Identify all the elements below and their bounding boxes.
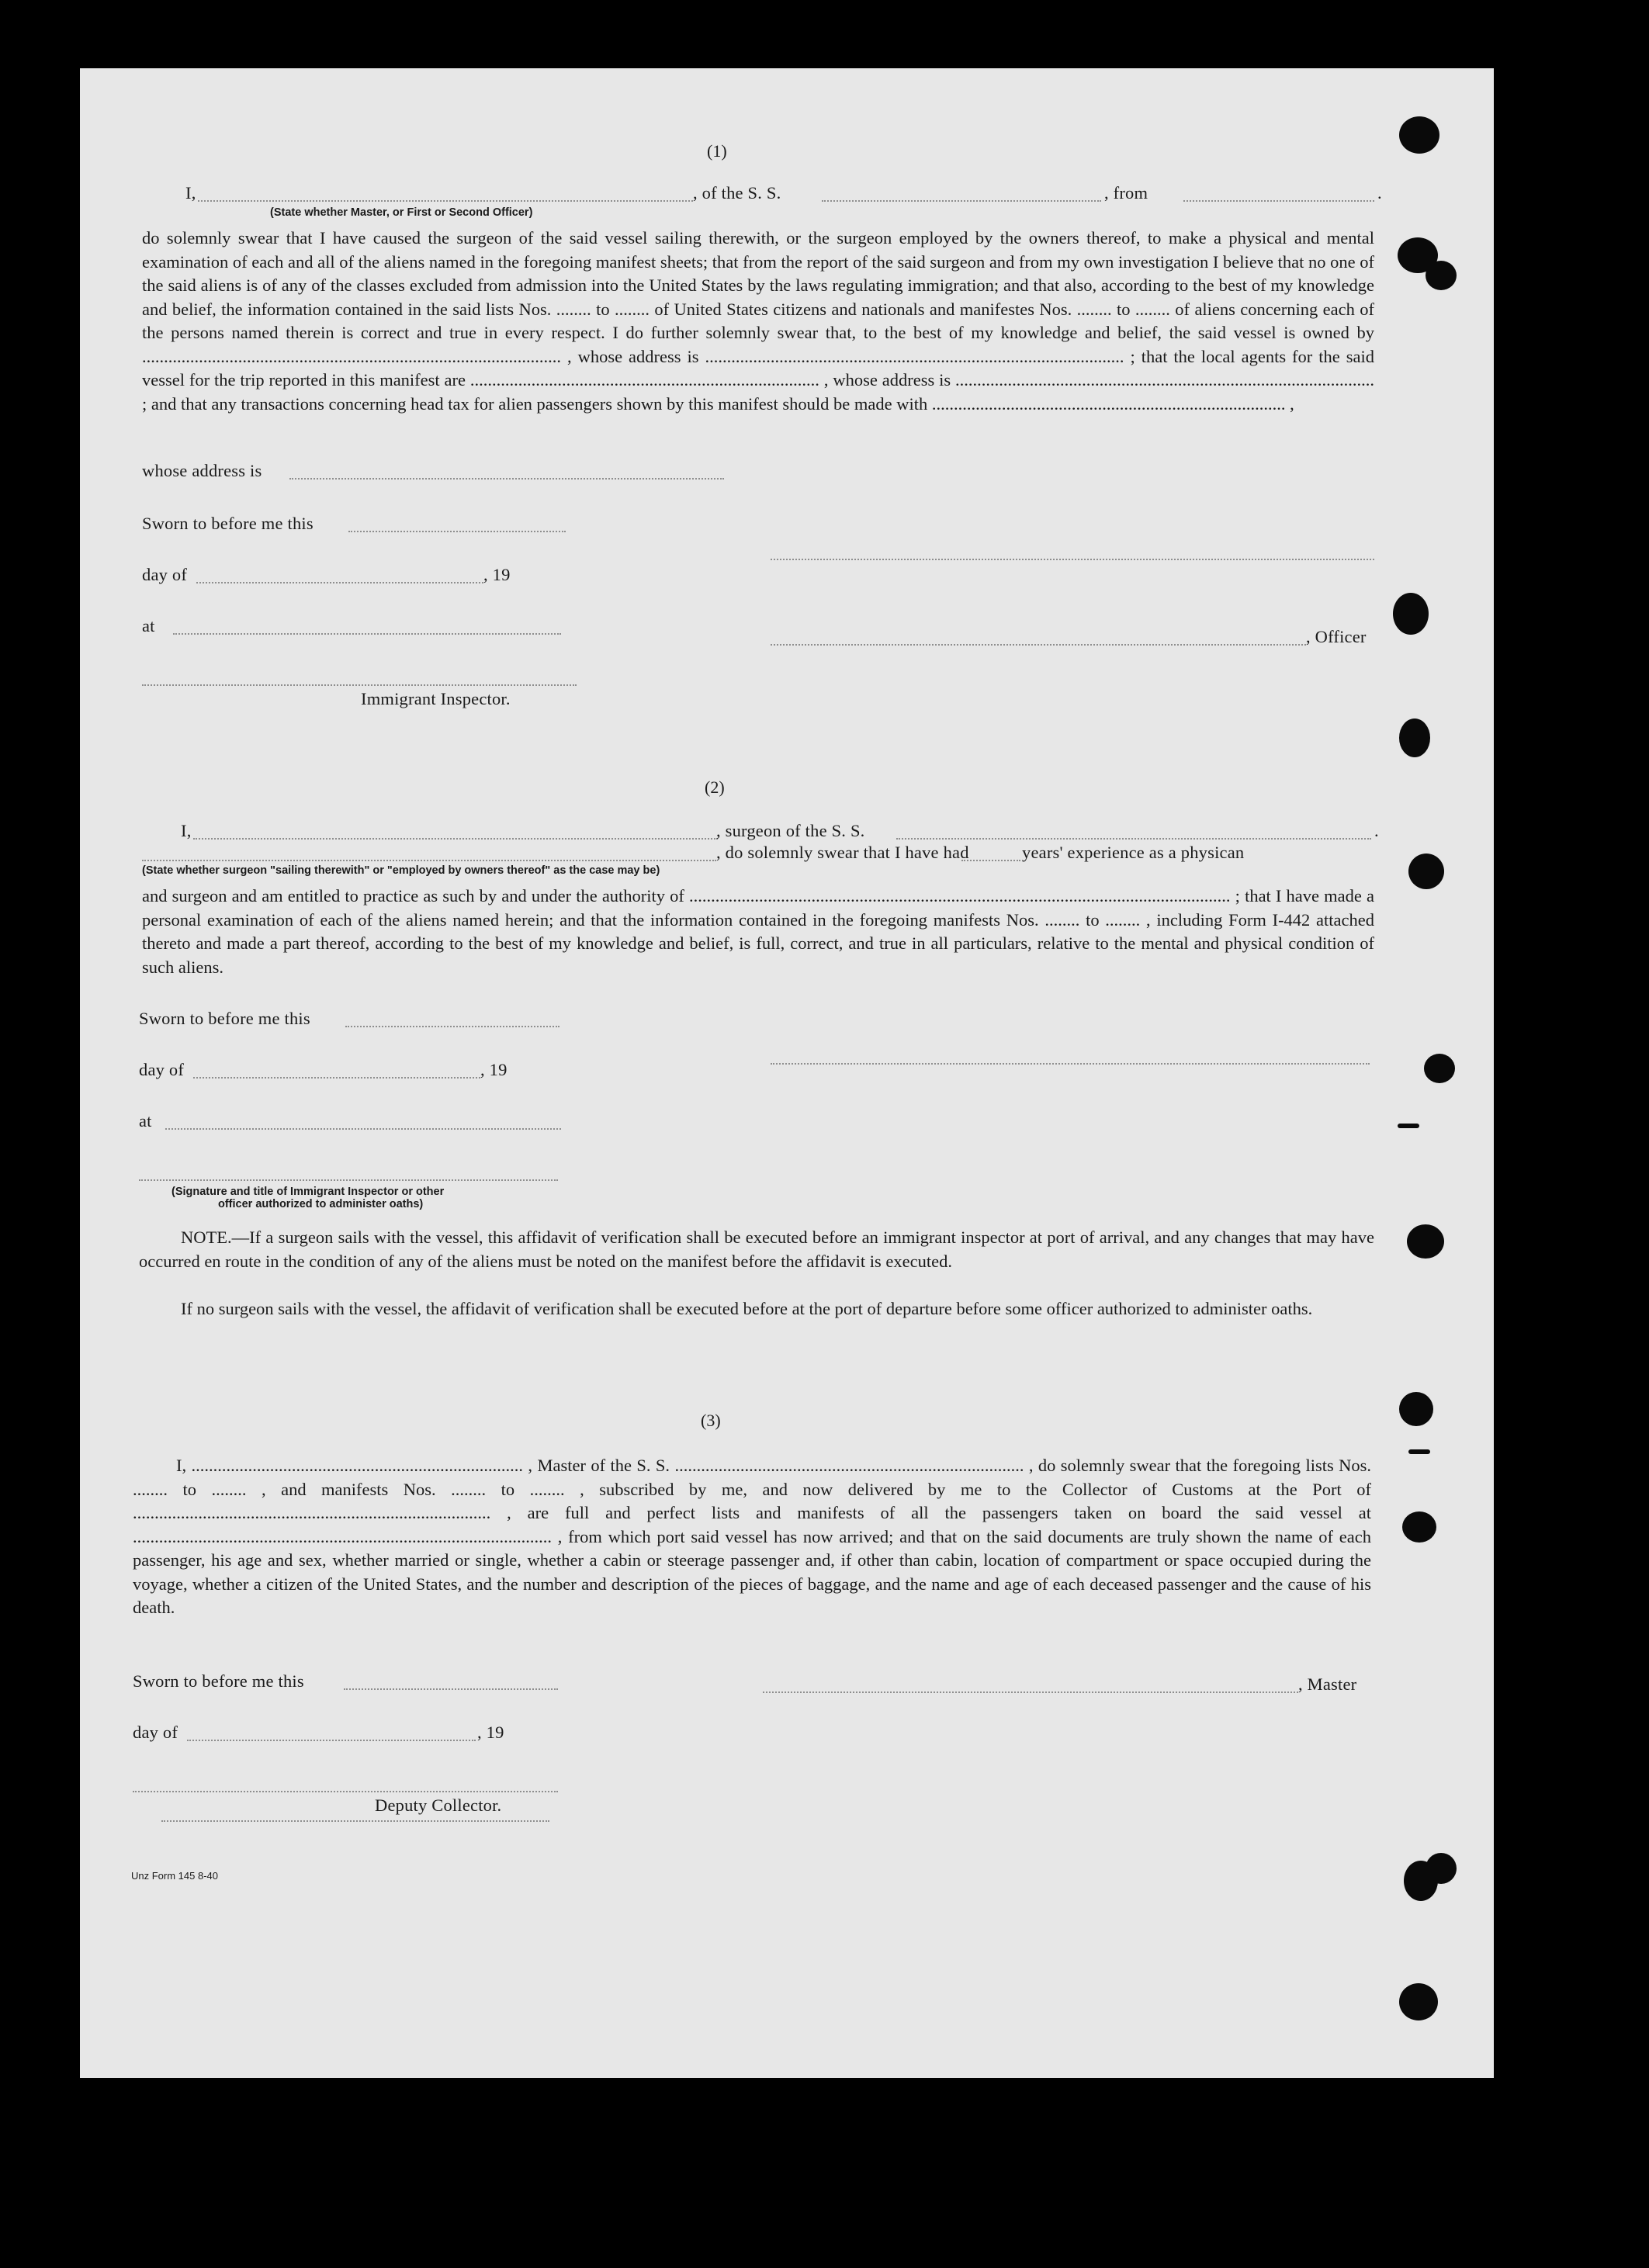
section-2-vessel-field[interactable] [896, 838, 1371, 840]
section-1-from: , from [1104, 183, 1148, 203]
surgeon-name-field[interactable] [193, 838, 718, 840]
immigrant-inspector-label: Immigrant Inspector. [361, 689, 511, 708]
section-2-month-field[interactable] [193, 1077, 480, 1079]
departure-port-field[interactable] [1183, 200, 1374, 202]
form-number: Unz Form 145 8-40 [131, 1870, 218, 1882]
section-1-officer-line[interactable] [771, 644, 1306, 646]
section-3-sworn: Sworn to before me this [133, 1671, 304, 1691]
section-2-oath: and surgeon and am entitled to practice as such by and under the authority of ............................................................................................................................ ; that I have made a personal examination of each of the aliens named herein; and that the information contained in the foregoing manifests Nos. ........ to ........ , including Form I-442 attached thereto and made a part thereof, according to the best of my knowledge and belief, is full, correct, and true in all particulars, relative to the mental and physical condition of such aliens. [142, 886, 1374, 977]
punch-hole [1399, 1983, 1438, 2020]
section-1-sworn-day-field[interactable] [348, 531, 566, 532]
section-3-year: , 19 [477, 1723, 504, 1742]
section-3-month-field[interactable] [187, 1740, 476, 1741]
note-1: NOTE.—If a surgeon sails with the vessel, this affidavit of verification shall be executed before an immigrant inspector at port of arrival, and any changes that may have occurred en route in the condition of any of the aliens must be noted on the manifest before the affidavit is executed. [139, 1227, 1374, 1271]
section-2-period: . [1374, 821, 1379, 840]
collector-signature-line[interactable] [161, 1820, 549, 1822]
note-2: If no surgeon sails with the vessel, the affidavit of verification shall be executed before at the port of departure before some officer authorized to administer oaths. [181, 1299, 1313, 1318]
section-1-day-of: day of [142, 565, 188, 584]
inspector-signature-line[interactable] [142, 684, 577, 686]
punch-hole [1402, 1511, 1436, 1543]
punch-hole [1393, 593, 1429, 635]
section-1-month-field[interactable] [196, 582, 483, 583]
punch-hole [1399, 718, 1430, 757]
section-3-sworn-day-field[interactable] [344, 1688, 558, 1690]
section-1-of-ss: , of the S. S. [693, 183, 781, 203]
section-1-signature-line[interactable] [771, 559, 1374, 560]
master-name-field[interactable] [198, 200, 693, 202]
section-2-at: at [139, 1111, 152, 1131]
surgeon-caption: (State whether surgeon "sailing therewith" or "employed by owners thereof" as the case may be) [142, 864, 660, 877]
deputy-collector-label: Deputy Collector. [375, 1795, 502, 1815]
section-2-number: (2) [705, 777, 725, 797]
section-1-period: . [1377, 183, 1382, 203]
vessel-name-field[interactable] [822, 200, 1101, 202]
surgeon-type-field[interactable] [142, 860, 716, 861]
section-2-year: , 19 [480, 1060, 508, 1079]
section-2-i: I, [181, 821, 192, 840]
punch-hole [1426, 261, 1457, 290]
punch-hole [1399, 1392, 1433, 1426]
margin-mark [1398, 1124, 1419, 1128]
section-1-year: , 19 [483, 565, 511, 584]
section-2-experience: years' experience as a physican [1022, 843, 1245, 862]
years-experience-field[interactable] [961, 860, 1020, 861]
section-3-master-line[interactable] [763, 1691, 1298, 1693]
signature-caption-1: (Signature and title of Immigrant Inspector or other [171, 1186, 445, 1198]
section-2-sworn: Sworn to before me this [139, 1009, 310, 1028]
section-2-solemnly: , do solemnly swear that I have had [716, 843, 969, 862]
section-1-place-field[interactable] [173, 633, 561, 635]
section-1-i: I, [185, 183, 196, 203]
punch-hole [1424, 1054, 1455, 1083]
section-3-day-of: day of [133, 1723, 178, 1742]
head-tax-address-field[interactable] [289, 478, 724, 480]
section-1-number: (1) [707, 141, 727, 161]
manifest-page [80, 68, 1494, 2078]
section-3-place-line[interactable] [133, 1791, 558, 1792]
section-2-day-of: day of [139, 1060, 185, 1079]
punch-hole [1408, 854, 1444, 889]
officer-caption: (State whether Master, or First or Second Officer) [270, 206, 533, 219]
section-3-master-label: , Master [1298, 1674, 1357, 1694]
section-1-sworn: Sworn to before me this [142, 514, 314, 533]
section-3-oath: I, ............................................................................ , Master of the S. S. ................................................................................ , do solemnly swear that the foregoing lists Nos. ........ to ........ , and manifests Nos. ........ to ........ , subscribed by me, and now delivered by me to the Collector of Customs at the Port of .................................................................................. , are full and perfect lists and manifests of all the passengers taken on board the said vessel at ................................................................................................ , from which port said vessel has now arrived; and that on the said documents are truly shown the name of each passenger, his age and sex, whether married or single, whether a cabin or steerage passenger and, if other than cabin, location of compartment or space occupied during the voyage, whether a citizen of the United States, and the number and description of the pieces of baggage, and the name and age of each deceased passenger and the cause of his death. [133, 1456, 1371, 1617]
section-2-surgeon-of-ss: , surgeon of the S. S. [716, 821, 865, 840]
signature-caption-2: officer authorized to administer oaths) [218, 1198, 424, 1210]
section-1-officer-label: , Officer [1306, 627, 1367, 646]
punch-hole [1426, 1853, 1457, 1884]
section-1-oath: do solemnly swear that I have caused the surgeon of the said vessel sailing therewith, or the surgeon employed by the owners thereof, to make a physical and mental examination of each and all of the aliens named in the foregoing manifest sheets; that from the report of the said surgeon and from my own investigation I believe that no one of the said aliens is of any of the classes excluded from admission into the United States by the laws regulating immigration; and that also, according to the best of my knowledge and belief, the information contained in the said lists Nos. ........ to ........ of United States citizens and nationals and manifestes Nos. ........ to ........ of aliens concerning each of the persons named therein is correct and true in every respect. I do further solemnly swear that, to the best of my knowledge and belief, the said vessel is owned by ................................................................................................ , whose address is ................................................................................................ ; that the local agents for the said vessel for the trip reported in this manifest are ................................................................................ , whose address is ................................................................................................ ; and that any transactions concerning head tax for alien passengers shown by this manifest should be made with ................................................................................. , [142, 228, 1374, 414]
margin-mark [1408, 1449, 1430, 1454]
punch-hole [1399, 116, 1439, 154]
punch-hole [1407, 1224, 1444, 1259]
section-1-whose-address: whose address is [142, 461, 262, 480]
section-2-sworn-day-field[interactable] [345, 1026, 559, 1027]
section-1-at: at [142, 616, 155, 635]
section-2-place-field[interactable] [165, 1128, 561, 1130]
section-3-number: (3) [701, 1411, 721, 1430]
section-2-signature-line[interactable] [771, 1063, 1370, 1065]
section-2-inspector-line[interactable] [139, 1179, 558, 1181]
